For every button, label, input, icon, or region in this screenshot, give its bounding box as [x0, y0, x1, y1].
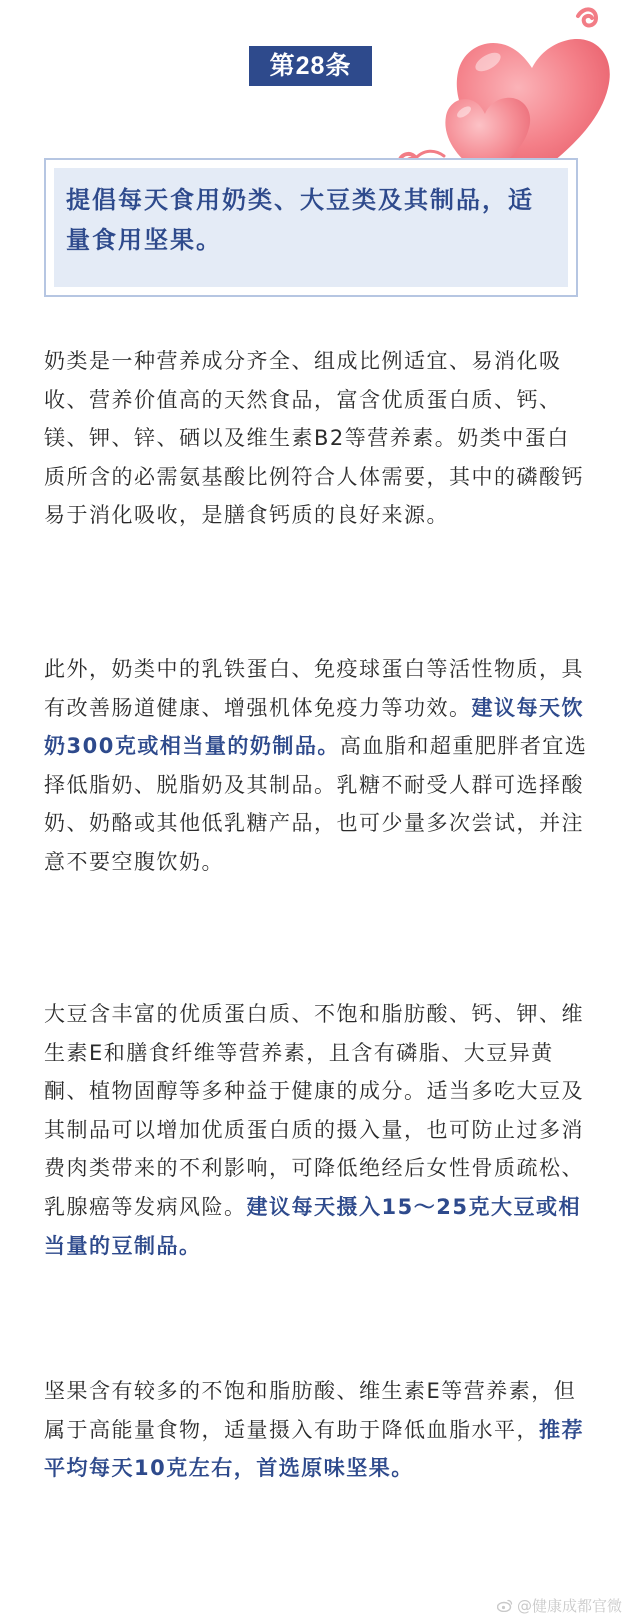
paragraph-dairy: 奶类是一种营养成分齐全、组成比例适宜、易消化吸收、营养价值高的天然食品，富含优质蛋白质、钙、镁、钾、锌、硒以及维生素B2等营养素。奶类中蛋白质所含的必需氨基酸比例符合人体需要，其中的磷酸钙易于消化吸收，是膳食钙质的良好来源。	[44, 349, 584, 528]
paragraph-nuts	[44, 1372, 592, 1488]
weibo-icon	[497, 1599, 513, 1612]
nuts-recommendation-highlight: 推荐平均每天10克左右，首选原味坚果。	[44, 1417, 584, 1481]
dairy-recommendation-highlight: 建议每天饮奶300克或相当量的奶制品。	[44, 695, 584, 759]
paragraph-text: 此外，奶类中的乳铁蛋白、免疫球蛋白等活性物质，具有改善肠道健康、增强机体免疫力等功效。	[44, 657, 584, 720]
watermark-text: @健康成都官微	[516, 1597, 622, 1615]
callout-text: 提倡每天食用奶类、大豆类及其制品，适量食用坚果。	[66, 186, 534, 254]
paragraph-text: 大豆含丰富的优质蛋白质、不饱和脂肪酸、钙、钾、维生素E和膳食纤维等营养素，且含有磷脂、大豆异黄酮、植物固醇等多种益于健康的成分。适当多吃大豆及其制品可以增加优质蛋白质的摄入量，也可防止过多消费肉类带来的不利影响，可降低绝经后女性骨质疏松、乳腺癌等发病风险。	[44, 1002, 584, 1219]
article-number-badge: 第28条	[249, 46, 372, 86]
paragraph-dairy-recommendation	[44, 650, 592, 882]
paragraph-text: 高血脂和超重肥胖者宜选择低脂奶、脱脂奶及其制品。乳糖不耐受人群可选择酸奶、奶酪或其他低乳糖产品，也可少量多次尝试，并注意不要空腹饮奶。	[44, 734, 588, 874]
soy-recommendation-highlight: 建议每天摄入15～25克大豆或相当量的豆制品。	[44, 1194, 581, 1258]
key-point-callout	[44, 158, 578, 297]
watermark	[497, 1595, 622, 1616]
paragraph-text: 坚果含有较多的不饱和脂肪酸、维生素E等营养素，但属于高能量食物，适量摄入有助于降低血脂水平，	[44, 1379, 577, 1442]
paragraph-soy	[44, 995, 592, 1265]
